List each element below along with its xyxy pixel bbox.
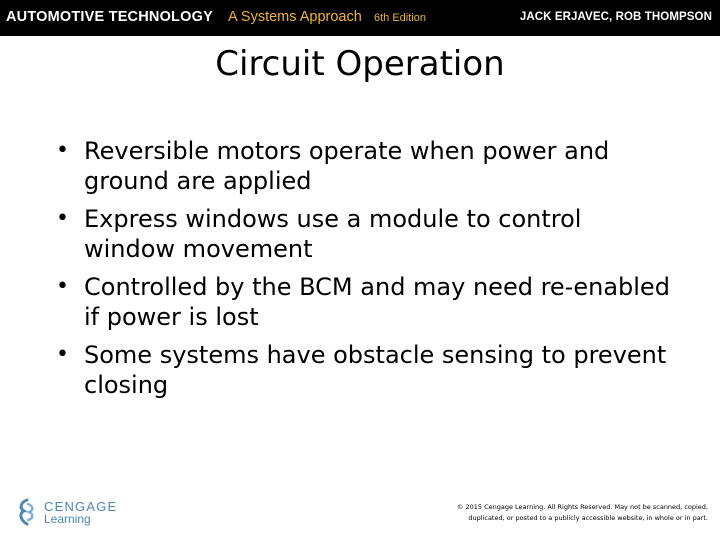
copyright-line: © 2015 Cengage Learning. All Rights Reserved. May not be scanned, copied, [456, 503, 708, 511]
bullet-item [50, 204, 670, 264]
cengage-logo [16, 498, 126, 528]
bullet-text: Controlled by the BCM and may need re-enabled if power is lost [84, 273, 670, 331]
bullet-item [50, 136, 670, 196]
logo-word-cengage: CENGAGE [44, 499, 118, 514]
copyright-notice [408, 502, 708, 524]
slide-title: Circuit Operation [215, 44, 505, 84]
book-edition: 6th Edition [374, 12, 426, 24]
cengage-swirl-icon [16, 498, 38, 526]
bullet-text: Reversible motors operate when power and ground are applied [84, 137, 610, 195]
bullet-icon: • [56, 206, 69, 231]
bullet-item [50, 272, 670, 332]
bullet-item [50, 340, 670, 400]
copyright-line: duplicated, or posted to a publicly accessible website, in whole or in part. [468, 514, 708, 522]
header-bar [0, 0, 720, 36]
bullet-text: Express windows use a module to control window movement [84, 205, 582, 263]
logo-word-learning: Learning [44, 512, 91, 526]
bullet-text: Some systems have obstacle sensing to prevent closing [84, 341, 667, 399]
book-authors: JACK ERJAVEC, ROB THOMPSON [519, 11, 712, 23]
book-title: AUTOMOTIVE TECHNOLOGY [6, 9, 213, 25]
bullet-icon: • [56, 138, 69, 163]
bullet-list [50, 136, 670, 408]
bullet-icon: • [56, 274, 69, 299]
book-subtitle: A Systems Approach [228, 9, 362, 25]
bullet-icon: • [56, 342, 69, 367]
